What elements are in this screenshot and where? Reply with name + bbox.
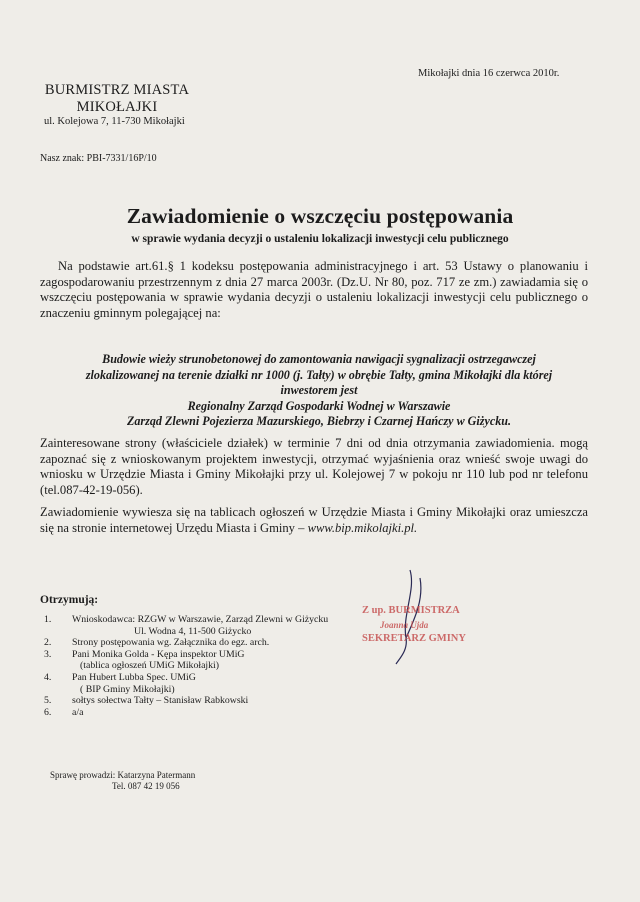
official-stamp [362, 604, 562, 674]
legal-basis-paragraph: Na podstawie art.61.§ 1 kodeksu postępowania administracyjnego i art. 53 Ustawy o planowaniu i zagospodarowaniu przestrzennym z dnia 27 marca 2003r. (Dz.U. Nr 80, poz. 717 ze zm.) zawiadamia się o wszczęciu postępowania w sprawie wydania decyzji o ustaleniu lokalizacji inwestycji celu publicznego o znaczeniu gminnym polegającej na: [40, 259, 588, 320]
subject-line-5: Zarząd Zlewni Pojezierza Mazurskiego, Biebrzy i Czarnej Hańczy w Giżycku. [127, 414, 511, 428]
stamp-line-3: SEKRETARZ GMINY [362, 633, 466, 644]
prepared-by-name: Sprawę prowadzi: Katarzyna Patermann [50, 770, 196, 780]
list-item: 2. Strony postępowania wg. Załącznika do egz. arch. [44, 637, 270, 649]
bip-link[interactable]: www.bip.mikolajki.pl. [307, 520, 418, 535]
list-item: 1. Wnioskodawca: RZGW w Warszawie, Zarząd Zlewni w Giżycku [44, 614, 329, 625]
place-date: Mikołajki dnia 16 czerwca 2010r. [418, 68, 560, 79]
issuer-line-1: BURMISTRZ MIASTA [44, 82, 190, 98]
list-item: 5. sołtys sołectwa Tałty – Stanisław Rabkowski [44, 695, 249, 707]
subject-line-2: zlokalizowanej na terenie działki nr 1000 (j. Tałty) w obrębie Tałty, gmina Mikołajki dla której [85, 367, 553, 382]
stamp-line-1: Z up. BURMISTRZA [362, 605, 460, 616]
list-item-continuation: ( BIP Gminy Mikołajki) [80, 683, 175, 695]
prepared-by [50, 770, 195, 792]
list-item-continuation: (tablica ogłoszeń UMiG Mikołajki) [80, 660, 220, 672]
publication-text: Zawiadomienie wywiesza się na tablicach ogłoszeń w Urzędzie Miasta i Gminy Mikołajki oraz umieszcza się na stronie internetowej Urzędu Miasta i Gminy – [40, 505, 588, 535]
investment-subject [40, 352, 598, 430]
issuer-address: ul. Kolejowa 7, 11-730 Mikołajki [44, 116, 185, 127]
list-item: 4. Pan Hubert Lubba Spec. UMiG [44, 671, 196, 683]
issuer-line-2: MIKOŁAJKI [76, 99, 158, 115]
list-item: 6. a/a [44, 706, 84, 718]
recipients-heading: Otrzymują: [40, 594, 99, 606]
document-subtitle: w sprawie wydania decyzji o ustaleniu lokalizacji inwestycji celu publicznego [131, 233, 509, 245]
document-title: Zawiadomienie o wszczęciu postępowania [126, 204, 514, 228]
list-item: 3. Pani Monika Golda - Kępa inspektor UMiG [44, 648, 245, 660]
reference-number: Nasz znak: PBI-7331/16P/10 [40, 153, 157, 164]
parties-paragraph: Zainteresowane strony (właściciele działek) w terminie 7 dni od dnia otrzymania zawiadomienia. mogą zapoznać się z wnioskowanym projektem inwestycji, otrzymać wyjaśnienia oraz wnieść swoje uwagi do wniosku w Urzędzie Miasta i Gminy Mikołajki przy ul. Kolejowej 7 w pokoju nr 110 lub pod nr telefonu (tel.087-42-19-056). [40, 436, 588, 497]
subject-line-3: inwestorem jest [280, 383, 358, 397]
stamp-line-2: Joanna Ujda [380, 620, 429, 630]
publication-paragraph [40, 505, 588, 536]
issuer-block [38, 82, 196, 116]
recipients-list [44, 614, 384, 718]
subject-line-1: Budowie wieży strunobetonowej do zamontowania nawigacji sygnalizacji ostrzegawczej [102, 352, 536, 366]
subject-line-4: Regionalny Zarząd Gospodarki Wodnej w Warszawie [187, 398, 451, 413]
prepared-by-phone: Tel. 087 42 19 056 [112, 781, 180, 791]
list-item-continuation: Ul. Wodna 4, 11-500 Giżycko [134, 625, 252, 637]
